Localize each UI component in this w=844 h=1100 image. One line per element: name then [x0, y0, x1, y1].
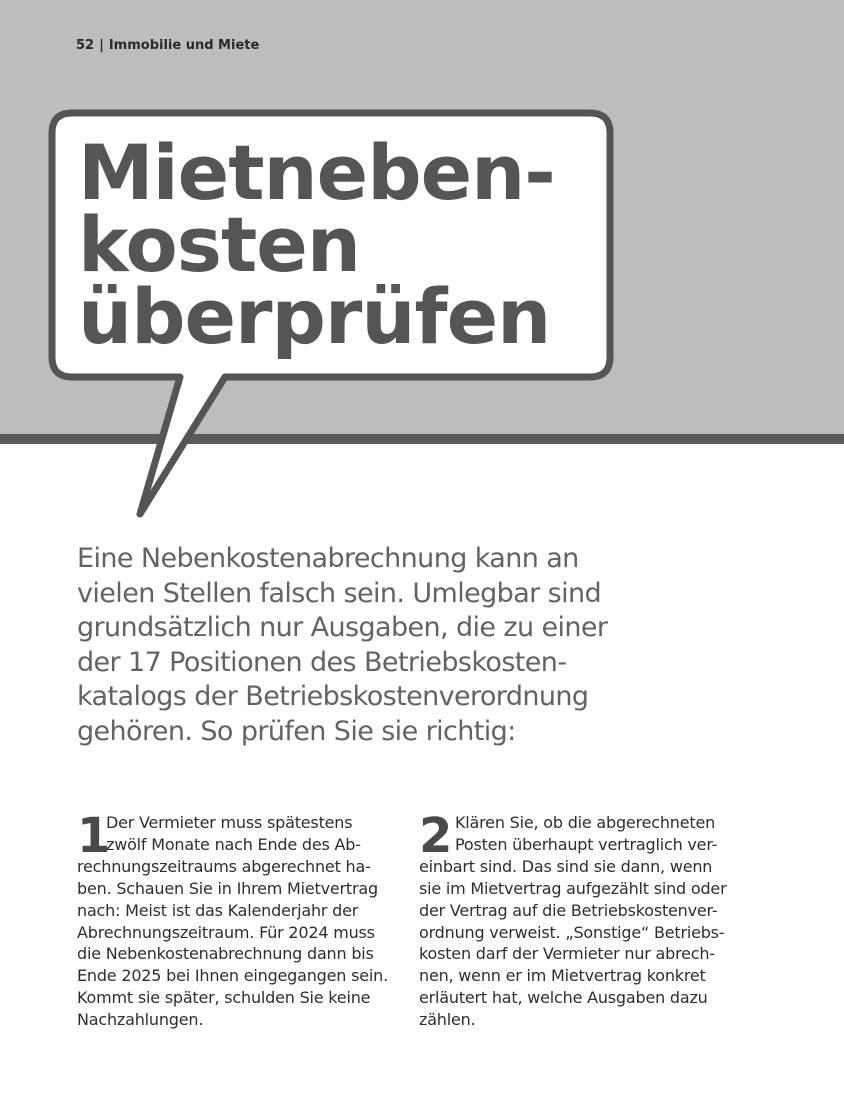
step-line: erläutert hat, welche Ausgaben dazu: [419, 988, 708, 1008]
step-1: [77, 808, 407, 1031]
step-2: [419, 808, 749, 1031]
lead-line: gehören. So prüfen Sie sie richtig:: [77, 715, 516, 747]
step-line: Abrechnungszeitraum. Für 2024 muss: [77, 922, 375, 942]
step-line: Klären Sie, ob die abgerechneten: [455, 813, 716, 832]
section-title: Immobilie und Miete: [108, 38, 260, 53]
lead-line: vielen Stellen falsch sein. Umlegbar sind: [77, 577, 602, 609]
page-number: 52: [76, 38, 95, 53]
step-line: sie im Mietvertrag aufgezählt sind oder: [419, 878, 727, 898]
step-line: ordnung verweist. „Sonstige“ Betriebs-: [419, 922, 725, 942]
step-line: zählen.: [419, 1010, 476, 1030]
step-line: nach: Meist ist das Kalenderjahr der: [77, 900, 359, 920]
step-line: Der Vermieter muss spätestens: [106, 813, 353, 832]
lead-line: katalogs der Betriebskostenverordnung: [77, 681, 589, 713]
step-line: der Vertrag auf die Betriebskostenver-: [419, 900, 718, 920]
page-headline: [78, 128, 598, 361]
step-line: rechnungszeitraums abgerechnet ha-: [77, 856, 371, 876]
running-head-separator: |: [99, 38, 104, 53]
step-line: Nachzahlungen.: [77, 1010, 204, 1030]
step-line: nen, wenn er im Mietvertrag konkret: [419, 966, 706, 986]
step-line: einbart sind. Das sind sie dann, wenn: [419, 856, 713, 876]
step-line: Ende 2025 bei Ihnen eingegangen sein.: [77, 966, 388, 986]
step-number: 1: [77, 808, 111, 864]
headline-line: Mietneben-: [78, 128, 555, 217]
step-line: zwölf Monate nach Ende des Ab-: [106, 834, 361, 854]
lead-line: der 17 Positionen des Betriebskosten-: [77, 646, 567, 678]
step-line: Kommt sie später, schulden Sie keine: [77, 988, 371, 1008]
headline-line: überprüfen: [78, 272, 551, 361]
headline-line: kosten: [78, 200, 360, 289]
lead-paragraph: [77, 542, 637, 750]
step-line: die Nebenkostenabrechnung dann bis: [77, 944, 374, 964]
lead-line: grundsätzlich nur Ausgaben, die zu einer: [77, 612, 608, 644]
step-number: 2: [419, 808, 453, 864]
step-line: ben. Schauen Sie in Ihrem Mietvertrag: [77, 878, 378, 898]
lead-line: Eine Nebenkostenabrechnung kann an: [77, 543, 579, 574]
step-line: kosten darf der Vermieter nur abrech-: [419, 944, 715, 964]
step-line: Posten überhaupt vertraglich ver-: [455, 834, 718, 854]
